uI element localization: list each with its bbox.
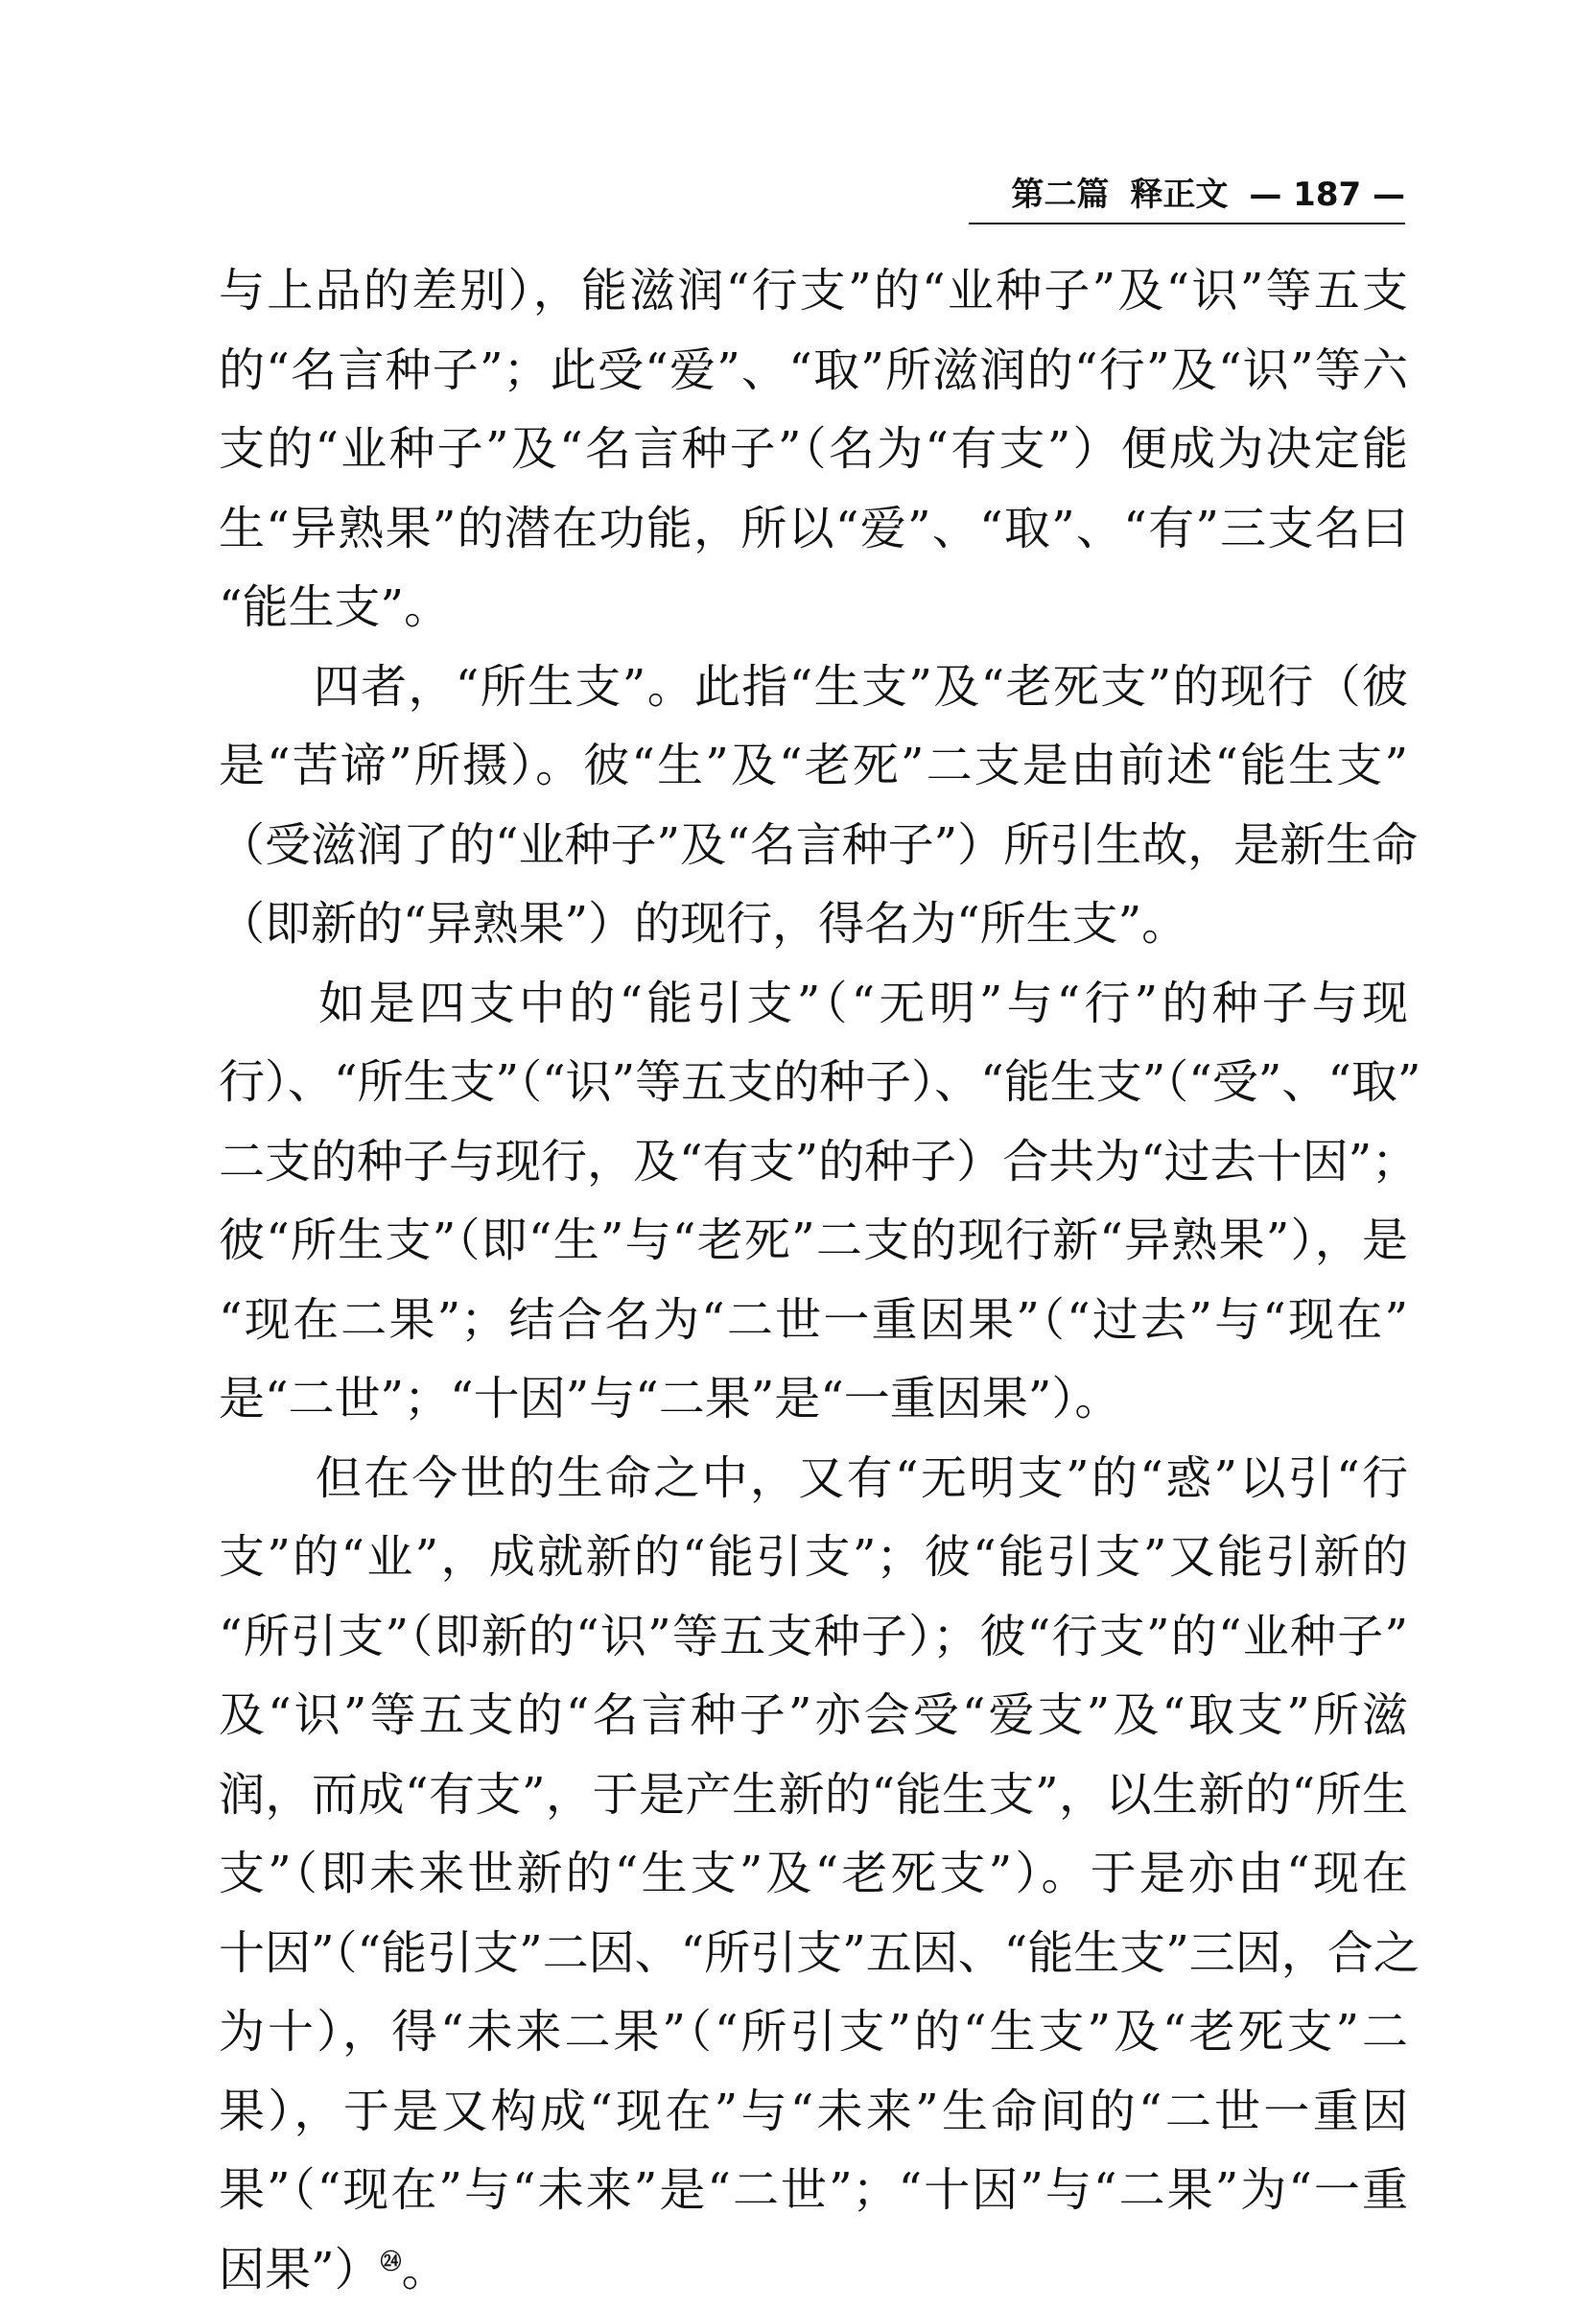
text-line: 是“二世”；“十因”与“二果”是“一重因果”）。	[219, 1359, 1408, 1439]
section-label: 释正文	[1130, 171, 1228, 219]
body-text	[219, 251, 1408, 2309]
text-line: “所引支”（即新的“识”等五支种子）；彼“行支”的“业种子”	[219, 1597, 1408, 1677]
text-line: 行）、“所生支”（“识”等五支的种子）、“能生支”（“受”、“取”	[219, 1043, 1408, 1122]
text-line: 果），于是又构成“现在”与“未来”生命间的“二世一重因	[219, 2072, 1408, 2152]
final-punctuation: 。	[402, 2243, 448, 2297]
text-line: 与上品的差别），能滋润“行支”的“业种子”及“识”等五支	[219, 251, 1408, 331]
text-line: 四者，“所生支”。此指“生支”及“老死支”的现行（彼	[219, 648, 1408, 727]
text-line: 支”的“业”，成就新的“能引支”；彼“能引支”又能引新的	[219, 1518, 1408, 1597]
text-line: 支的“业种子”及“名言种子”（名为“有支”）便成为决定能	[219, 410, 1408, 489]
last-text-line	[219, 2230, 1408, 2309]
text-line: 果”（“现在”与“未来”是“二世”；“十因”与“二果”为“一重	[219, 2151, 1408, 2230]
header-rule	[969, 223, 1405, 224]
chapter-label: 第二篇	[1011, 171, 1109, 219]
text-line: 十因”（“能引支”二因、“所引支”五因、“能生支”三因，合之	[219, 1914, 1408, 1993]
text-line: 二支的种子与现行，及“有支”的种子）合共为“过去十因”；	[219, 1122, 1408, 1202]
text-line: 的“名言种子”；此受“爱”、“取”所滋润的“行”及“识”等六	[219, 331, 1408, 411]
text-line: （即新的“异熟果”）的现行，得名为“所生支”。	[219, 884, 1408, 964]
text-line: 彼“所生支”（即“生”与“老死”二支的现行新“异熟果”），是	[219, 1201, 1408, 1281]
page-number: — 187 —	[1249, 171, 1405, 219]
running-header	[969, 171, 1405, 219]
text-line: 及“识”等五支的“名言种子”亦会受“爱支”及“取支”所滋	[219, 1676, 1408, 1755]
text-line: 支”（即未来世新的“生支”及“老死支”）。于是亦由“现在	[219, 1834, 1408, 1914]
endnote-marker[interactable]: ㉔	[381, 2250, 402, 2274]
text-line: 但在今世的生命之中，又有“无明支”的“惑”以引“行	[219, 1439, 1408, 1519]
text-line: （受滋润了的“业种子”及“名言种子”）所引生故，是新生命	[219, 806, 1408, 885]
text-line: “能生支”。	[219, 568, 1408, 648]
text-line: 生“异熟果”的潜在功能，所以“爱”、“取”、“有”三支名曰	[219, 489, 1408, 569]
text-line: 润，而成“有支”，于是产生新的“能生支”，以生新的“所生	[219, 1755, 1408, 1835]
text-line: 是“苦谛”所摄）。彼“生”及“老死”二支是由前述“能生支”	[219, 726, 1408, 806]
text-line-content: 因果”）	[219, 2243, 381, 2297]
text-line: 为十），得“未来二果”（“所引支”的“生支”及“老死支”二	[219, 1992, 1408, 2072]
text-line: “现在二果”；结合名为“二世一重因果”（“过去”与“现在”	[219, 1281, 1408, 1360]
text-line: 如是四支中的“能引支”（“无明”与“行”的种子与现	[219, 964, 1408, 1044]
